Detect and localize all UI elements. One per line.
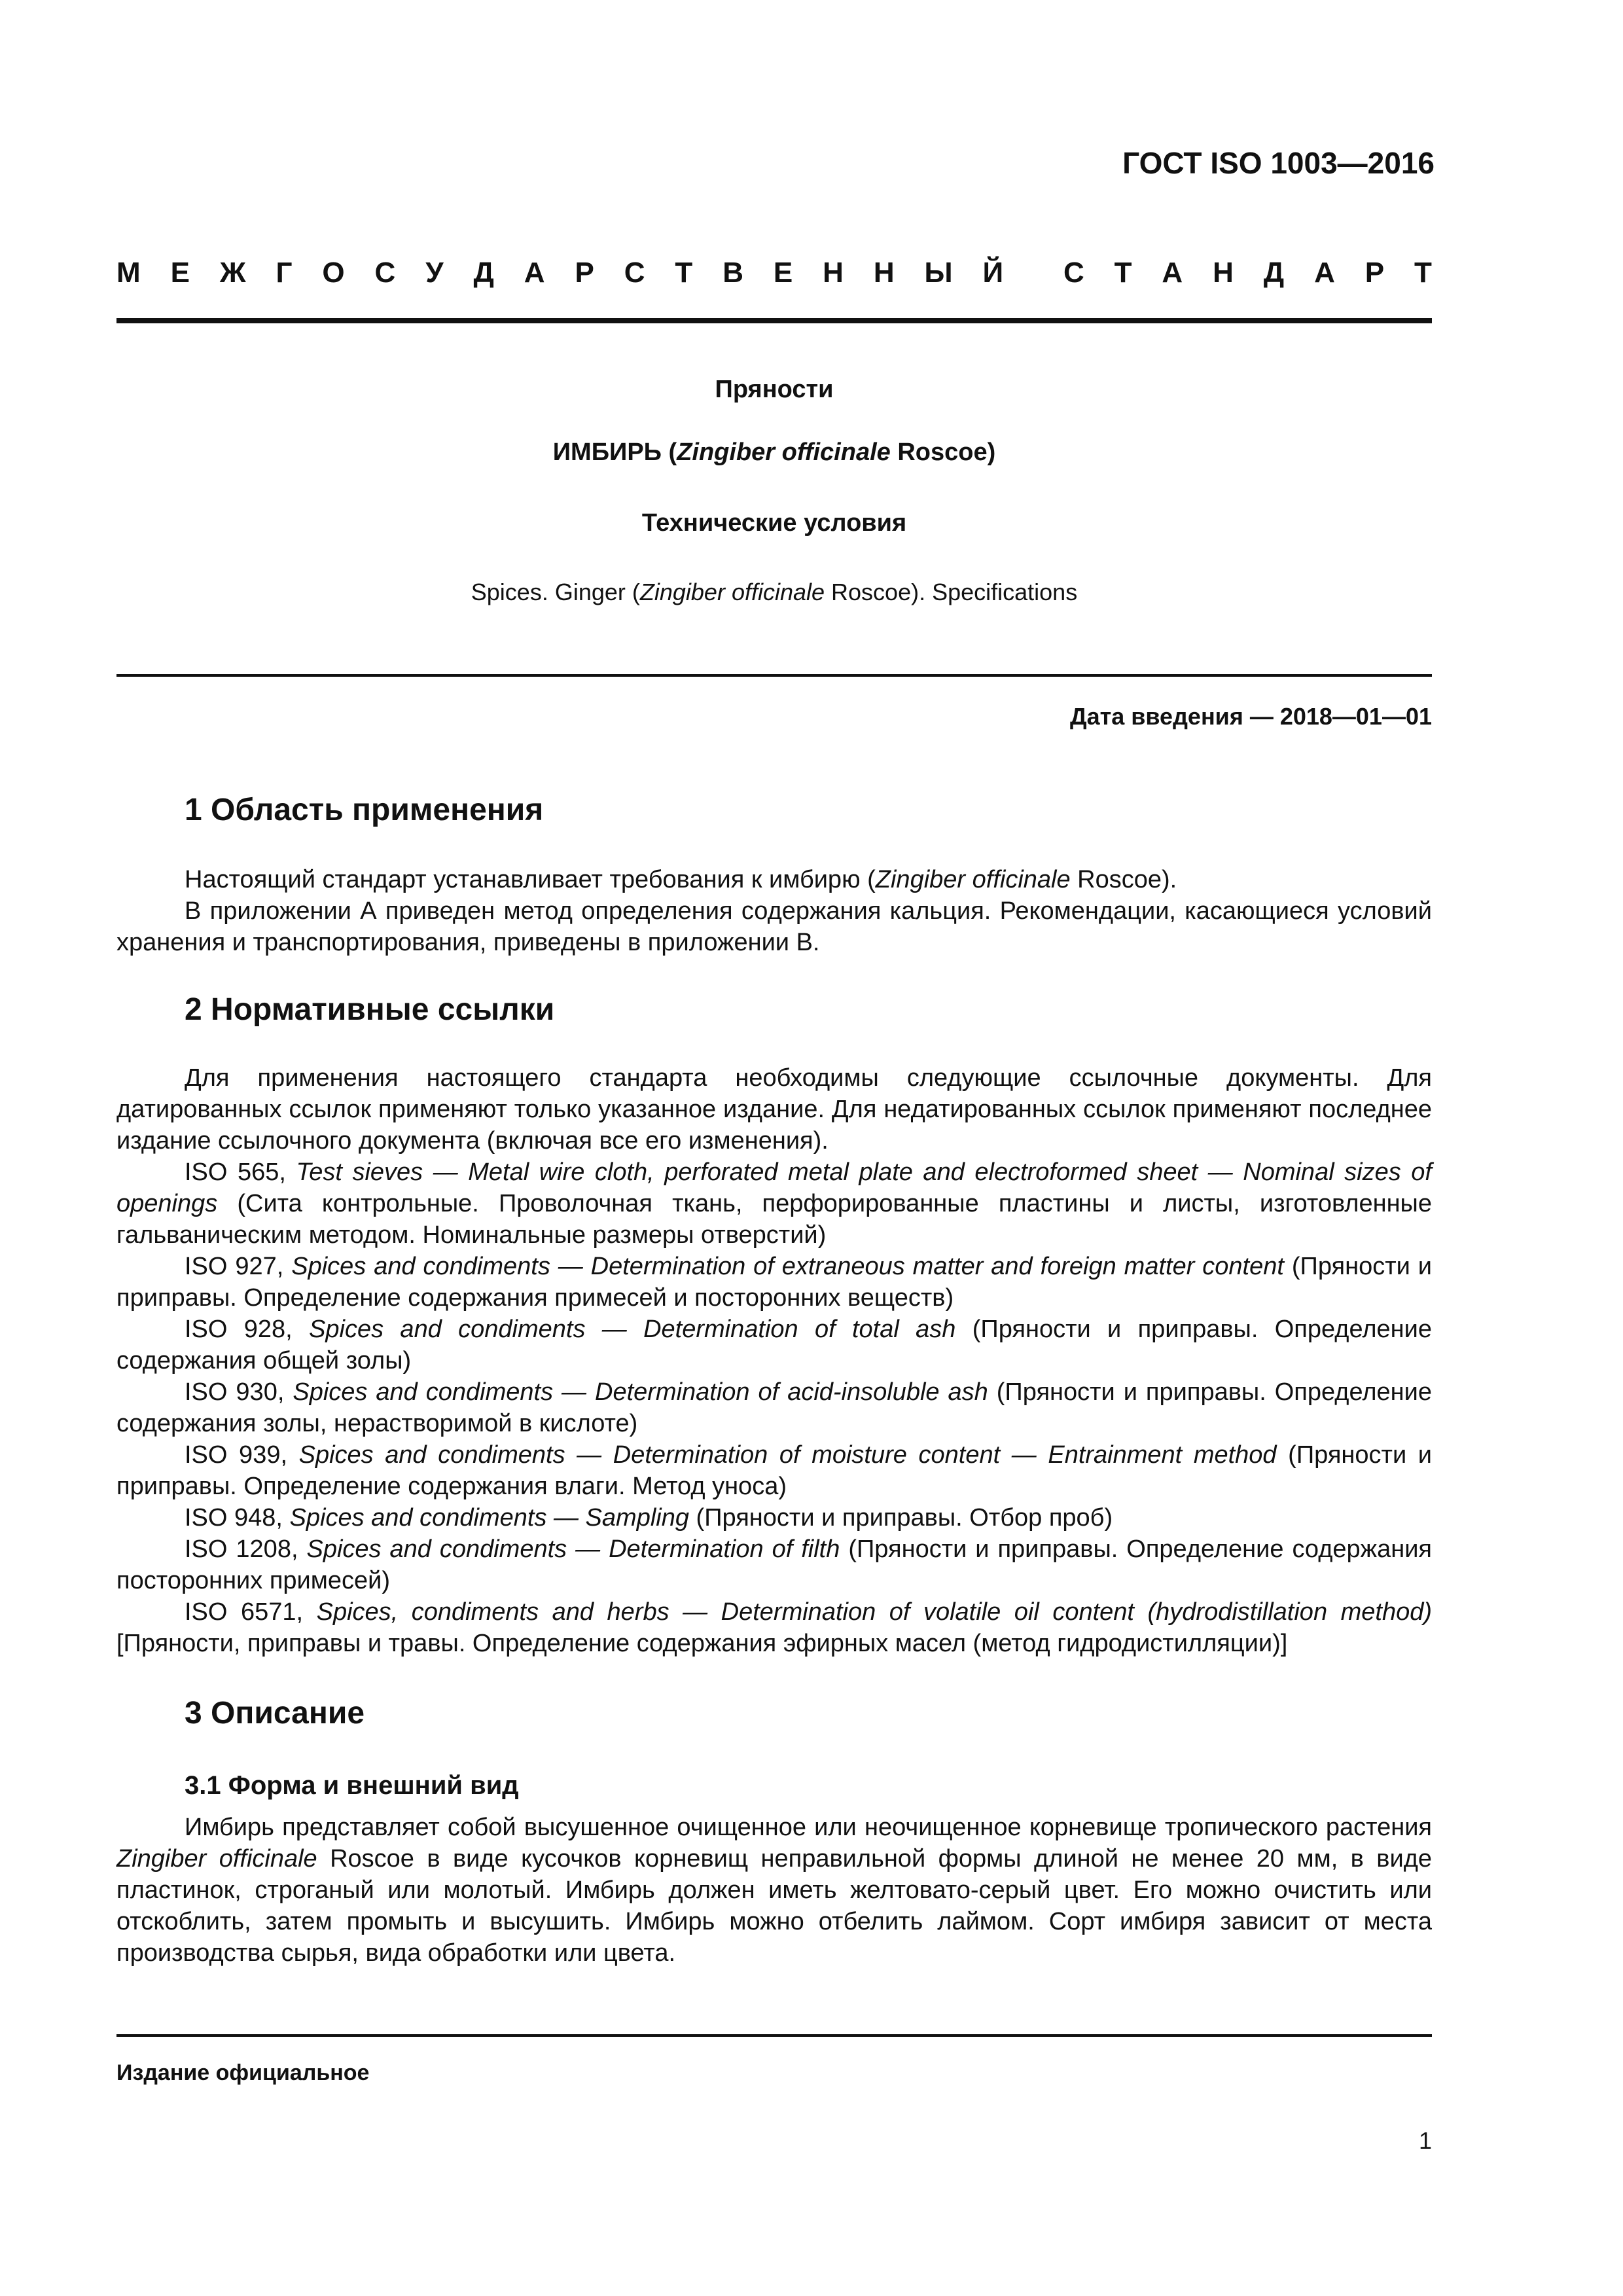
title-english-pre: Spices. Ginger ( bbox=[471, 579, 640, 605]
title-line-2-species: Zingiber officinale bbox=[677, 439, 891, 466]
reference-item bbox=[116, 1596, 1432, 1659]
banner-letter: Й bbox=[982, 257, 1004, 289]
section-3-1-heading: 3.1 Форма и внешний вид bbox=[185, 1771, 519, 1800]
standard-type-banner bbox=[116, 257, 1432, 289]
section-1-p1-post: Roscoe). bbox=[1070, 866, 1177, 893]
title-divider bbox=[116, 674, 1432, 677]
reference-item bbox=[116, 1502, 1432, 1534]
title-line-2-post: Roscoe) bbox=[890, 439, 996, 466]
reference-number: ISO 1208, bbox=[185, 1535, 307, 1563]
reference-item bbox=[116, 1376, 1432, 1439]
banner-letter: Ы bbox=[924, 257, 953, 289]
reference-translation: (Сита контрольные. Проволочная ткань, перфорированные пластины и листы, изготовленные гальваническим методом. Номинальные размеры отверстий) bbox=[116, 1190, 1432, 1249]
reference-item bbox=[116, 1534, 1432, 1596]
banner-letter: Н bbox=[873, 257, 895, 289]
section-1-p1-species: Zingiber officinale bbox=[875, 866, 1071, 893]
standard-code: ГОСТ ISO 1003—2016 bbox=[1122, 146, 1435, 180]
title-line-2 bbox=[116, 439, 1432, 467]
section-1-heading: 1 Область применения bbox=[185, 793, 544, 827]
banner-letter: М bbox=[116, 257, 141, 289]
section-3-post: Roscoe в виде кусочков корневищ неправильной формы длиной не менее 20 мм, в виде пластинок, строганый или молотый. Имбирь должен иметь желтовато-серый цвет. Его можно очистить или отскоблить, затем промыть и высушить. Имбирь можно отбелить лаймом. Сорт имбиря зависит от места производства сырья, вида обработки или цвета. bbox=[116, 1845, 1432, 1967]
banner-letter: В bbox=[722, 257, 743, 289]
section-1-paragraph: В приложении А приведен метод определения содержания кальция. Рекомендации, касающиеся условий хранения и транспортирования, приведены в приложении В. bbox=[116, 897, 1432, 956]
reference-title: Test sieves — Metal wire cloth, perforated metal plate and electroformed sheet — Nominal sizes of openings bbox=[116, 1158, 1432, 1217]
section-2-intro: Для применения настоящего стандарта необходимы следующие ссылочные документы. Для датированных ссылок применяют только указанное издание. Для недатированных ссылок применяют последнее издание ссылочного документа (включая все его изменения). bbox=[116, 1064, 1432, 1155]
official-edition-label: Издание официальное bbox=[116, 2060, 370, 2085]
reference-translation: (Пряности и приправы. Определение содержания посторонних примесей) bbox=[116, 1535, 1432, 1594]
reference-number: ISO 565, bbox=[185, 1158, 296, 1186]
banner-letter: Е bbox=[170, 257, 190, 289]
banner-letter: А bbox=[1162, 257, 1183, 289]
reference-title: Spices and condiments — Sampling bbox=[289, 1504, 689, 1532]
reference-translation: (Пряности и приправы. Определение содержания общей золы) bbox=[116, 1316, 1433, 1374]
reference-translation: (Пряности и приправы. Определение содержания золы, нерастворимой в кислоте) bbox=[116, 1378, 1432, 1437]
section-3-heading: 3 Описание bbox=[185, 1696, 365, 1731]
banner-letter: У bbox=[425, 257, 444, 289]
banner-letter: О bbox=[322, 257, 345, 289]
reference-title: Spices and condiments — Determination of filth bbox=[306, 1535, 840, 1563]
section-1-p1-pre: Настоящий стандарт устанавливает требования к имбирю ( bbox=[185, 866, 876, 893]
banner-letter: С bbox=[1063, 257, 1084, 289]
reference-title: Spices, condiments and herbs — Determination of volatile oil content (hydrodistillation method) bbox=[316, 1598, 1433, 1626]
reference-item bbox=[116, 1314, 1432, 1376]
banner-letter: С bbox=[374, 257, 396, 289]
title-english bbox=[116, 579, 1432, 606]
reference-number: ISO 928, bbox=[185, 1316, 310, 1343]
section-1-paragraph bbox=[116, 864, 1432, 895]
title-line-1: Пряности bbox=[715, 376, 834, 403]
reference-item bbox=[116, 1157, 1432, 1251]
reference-translation: (Пряности и приправы. Определение содержания примесей и посторонних веществ) bbox=[116, 1253, 1432, 1312]
reference-translation: [Пряности, приправы и травы. Определение содержания эфирных масел (метод гидродистилляции)] bbox=[116, 1630, 1288, 1657]
banner-letter: Д bbox=[473, 257, 494, 289]
reference-number: ISO 927, bbox=[185, 1253, 292, 1280]
header-divider bbox=[116, 318, 1432, 323]
reference-title: Spices and condiments — Determination of total ash bbox=[309, 1316, 956, 1343]
reference-number: ISO 930, bbox=[185, 1378, 293, 1406]
banner-letter: Д bbox=[1263, 257, 1285, 289]
introduction-date: Дата введения — 2018—01—01 bbox=[1069, 703, 1432, 730]
banner-letter: Н bbox=[823, 257, 844, 289]
banner-letter: Р bbox=[1364, 257, 1385, 289]
reference-number: ISO 6571, bbox=[185, 1598, 317, 1626]
banner-letter: Ж bbox=[219, 257, 246, 289]
section-2-heading: 2 Нормативные ссылки bbox=[185, 992, 555, 1027]
title-english-species: Zingiber officinale bbox=[639, 579, 825, 605]
footer-divider bbox=[116, 2034, 1432, 2037]
reference-number: ISO 948, bbox=[185, 1504, 290, 1532]
banner-letter: Е bbox=[773, 257, 793, 289]
reference-item bbox=[116, 1439, 1432, 1502]
section-3-species: Zingiber officinale bbox=[116, 1845, 317, 1873]
banner-letter: Н bbox=[1213, 257, 1234, 289]
title-english-post: Roscoe). Specifications bbox=[825, 579, 1078, 605]
banner-letter: Т bbox=[1114, 257, 1132, 289]
section-2-body bbox=[116, 1062, 1432, 1659]
banner-letter: Т bbox=[1414, 257, 1432, 289]
reference-translation: (Пряности и приправы. Отбор проб) bbox=[688, 1504, 1113, 1532]
banner-letter: Г bbox=[276, 257, 293, 289]
reference-title: Spices and condiments — Determination of moisture content — Entrainment method bbox=[298, 1441, 1277, 1469]
page-number: 1 bbox=[1418, 2127, 1432, 2154]
title-line-3: Технические условия bbox=[641, 509, 907, 537]
reference-translation: (Пряности и приправы. Определение содержания влаги. Метод уноса) bbox=[116, 1441, 1432, 1500]
banner-letter: Р bbox=[575, 257, 594, 289]
banner-letter: С bbox=[624, 257, 645, 289]
reference-item bbox=[116, 1251, 1432, 1314]
title-line-2-pre: ИМБИРЬ ( bbox=[552, 439, 677, 466]
banner-letter: Т bbox=[675, 257, 693, 289]
section-3-body bbox=[116, 1812, 1432, 1969]
section-1-body bbox=[116, 864, 1432, 958]
banner-letter: А bbox=[524, 257, 545, 289]
section-3-paragraph bbox=[116, 1812, 1432, 1969]
reference-title: Spices and condiments — Determination of extraneous matter and foreign matter content bbox=[291, 1253, 1284, 1280]
section-3-pre: Имбирь представляет собой высушенное очищенное или неочищенное корневище тропического растения bbox=[185, 1814, 1432, 1841]
reference-number: ISO 939, bbox=[185, 1441, 299, 1469]
banner-letter: А bbox=[1314, 257, 1335, 289]
reference-title: Spices and condiments — Determination of acid-insoluble ash bbox=[293, 1378, 988, 1406]
